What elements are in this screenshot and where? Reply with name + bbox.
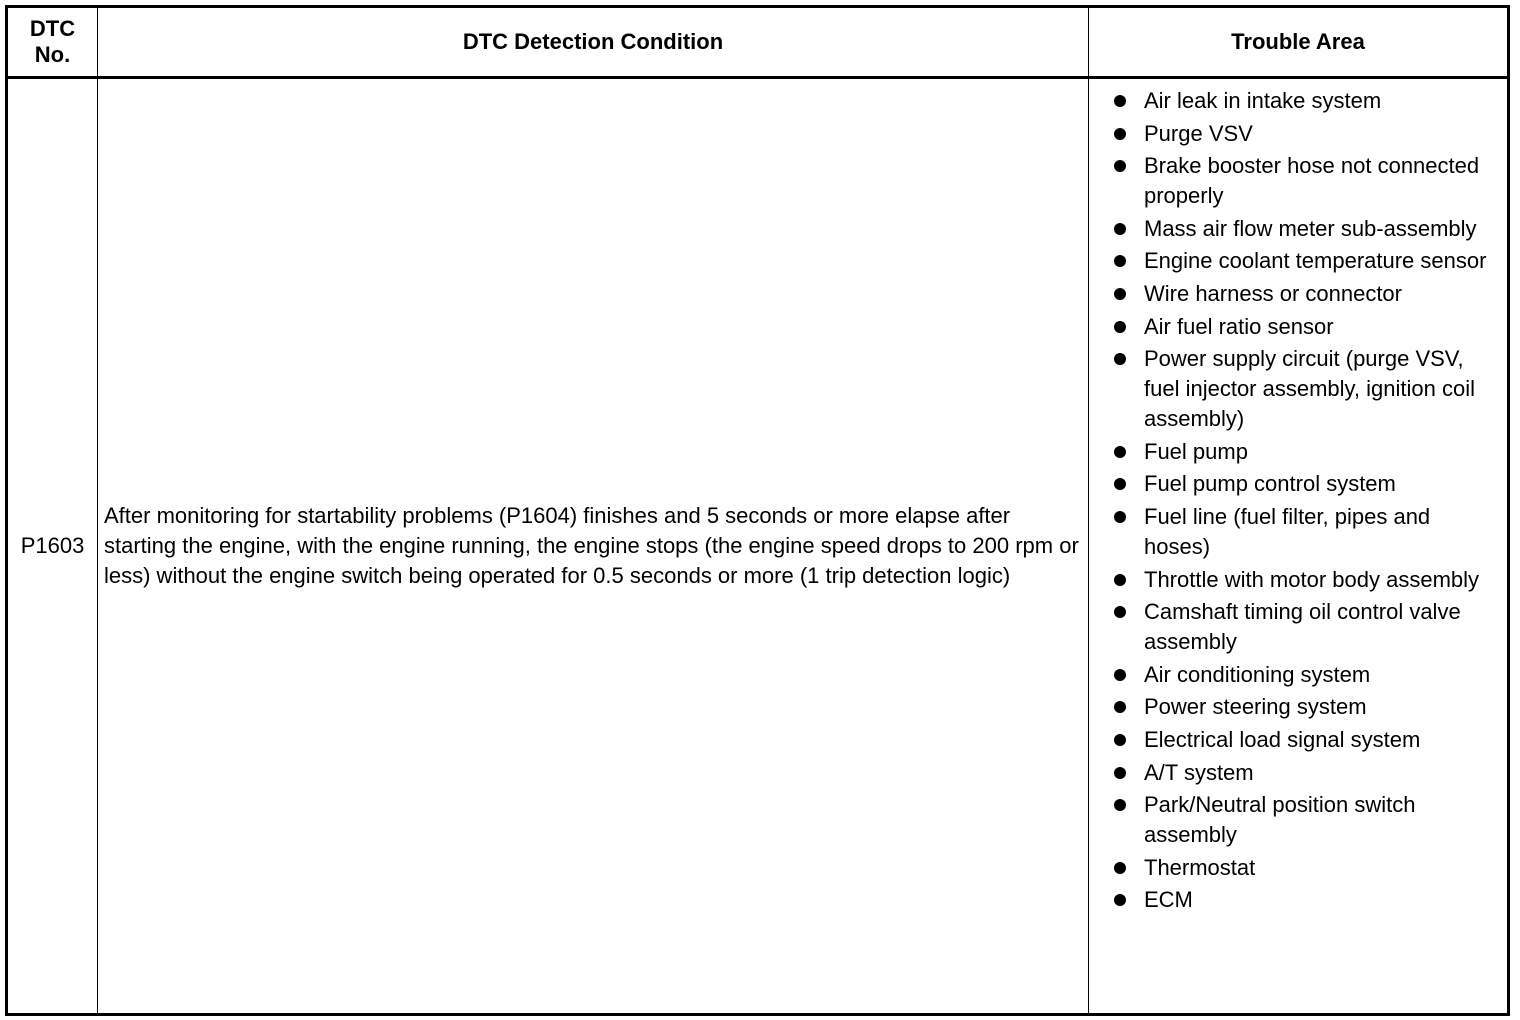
bullet-icon (1114, 669, 1126, 681)
list-item (1111, 597, 1499, 657)
trouble-area-list (1111, 86, 1499, 915)
bullet-icon (1114, 511, 1126, 523)
list-item (1111, 469, 1499, 499)
bullet-icon (1114, 353, 1126, 365)
bullet-icon (1114, 255, 1126, 267)
list-item (1111, 885, 1499, 915)
list-item (1111, 692, 1499, 722)
table-header (7, 7, 1509, 78)
list-item (1111, 214, 1499, 244)
trouble-area-label: Brake booster hose not connected properly (1144, 153, 1480, 209)
bullet-icon (1114, 478, 1126, 490)
list-item (1111, 790, 1499, 850)
list-item (1111, 86, 1499, 116)
list-item (1111, 246, 1499, 276)
bullet-icon (1114, 799, 1126, 811)
list-item (1111, 660, 1499, 690)
trouble-area-label: Air leak in intake system (1144, 88, 1382, 113)
list-item (1111, 344, 1499, 434)
bullet-icon (1114, 734, 1126, 746)
list-item (1111, 853, 1499, 883)
bullet-icon (1114, 574, 1126, 586)
trouble-area-label: Air fuel ratio sensor (1144, 313, 1334, 339)
bullet-icon (1114, 446, 1126, 458)
trouble-area-label: Purge VSV (1144, 120, 1253, 146)
header-dtc-no: DTC No. (7, 7, 98, 78)
bullet-icon (1114, 223, 1126, 235)
header-detection-condition: DTC Detection Condition (98, 7, 1089, 78)
list-item (1111, 565, 1499, 595)
trouble-area-label: Park/Neutral position switch assembly (1144, 792, 1416, 848)
list-item (1111, 312, 1499, 342)
trouble-area-label: Throttle with motor body assembly (1144, 566, 1480, 592)
trouble-area-label: Wire harness or connector (1144, 280, 1402, 306)
trouble-area-label: Power supply circuit (purge VSV, fuel injector assembly, ignition coil assembly) (1144, 346, 1475, 432)
bullet-icon (1114, 894, 1126, 906)
header-row (7, 7, 1509, 78)
trouble-area-label: Camshaft timing oil control valve assembly (1144, 599, 1461, 655)
trouble-area-label: Engine coolant temperature sensor (1144, 248, 1487, 274)
dtc-table (5, 5, 1510, 1016)
trouble-area-label: Fuel line (fuel filter, pipes and hoses) (1144, 503, 1431, 559)
bullet-icon (1114, 321, 1126, 333)
bullet-icon (1114, 701, 1126, 713)
trouble-area-label: A/T system (1144, 759, 1254, 785)
trouble-area-label: ECM (1144, 887, 1193, 913)
bullet-icon (1114, 95, 1126, 107)
detection-condition-cell: After monitoring for startability problems (P1604) finishes and 5 seconds or more elapse after starting the engine, with the engine running, the engine stops (the engine speed drops to 200 rpm or less) without the engine switch being operated for 0.5 seconds or more (1 trip detection logic) (98, 78, 1089, 1015)
list-item (1111, 437, 1499, 467)
bullet-icon (1114, 128, 1126, 140)
bullet-icon (1114, 606, 1126, 618)
list-item (1111, 279, 1499, 309)
trouble-area-cell (1089, 78, 1509, 1015)
trouble-area-label: Electrical load signal system (1144, 726, 1421, 752)
trouble-area-label: Power steering system (1144, 694, 1367, 720)
list-item (1111, 151, 1499, 211)
dtc-code-cell: P1603 (7, 78, 98, 1015)
bullet-icon (1114, 288, 1126, 300)
trouble-area-label: Thermostat (1144, 854, 1256, 880)
trouble-area-label: Fuel pump control system (1144, 471, 1396, 497)
list-item (1111, 725, 1499, 755)
list-item (1111, 758, 1499, 788)
trouble-area-label: Mass air flow meter sub-assembly (1144, 215, 1477, 241)
table-body (7, 78, 1509, 1015)
bullet-icon (1114, 862, 1126, 874)
bullet-icon (1114, 767, 1126, 779)
header-trouble-area: Trouble Area (1089, 7, 1509, 78)
trouble-area-label: Fuel pump (1144, 438, 1248, 464)
list-item (1111, 502, 1499, 562)
list-item (1111, 119, 1499, 149)
bullet-icon (1114, 160, 1126, 172)
trouble-area-label: Air conditioning system (1144, 661, 1371, 687)
table-row (7, 78, 1509, 1015)
